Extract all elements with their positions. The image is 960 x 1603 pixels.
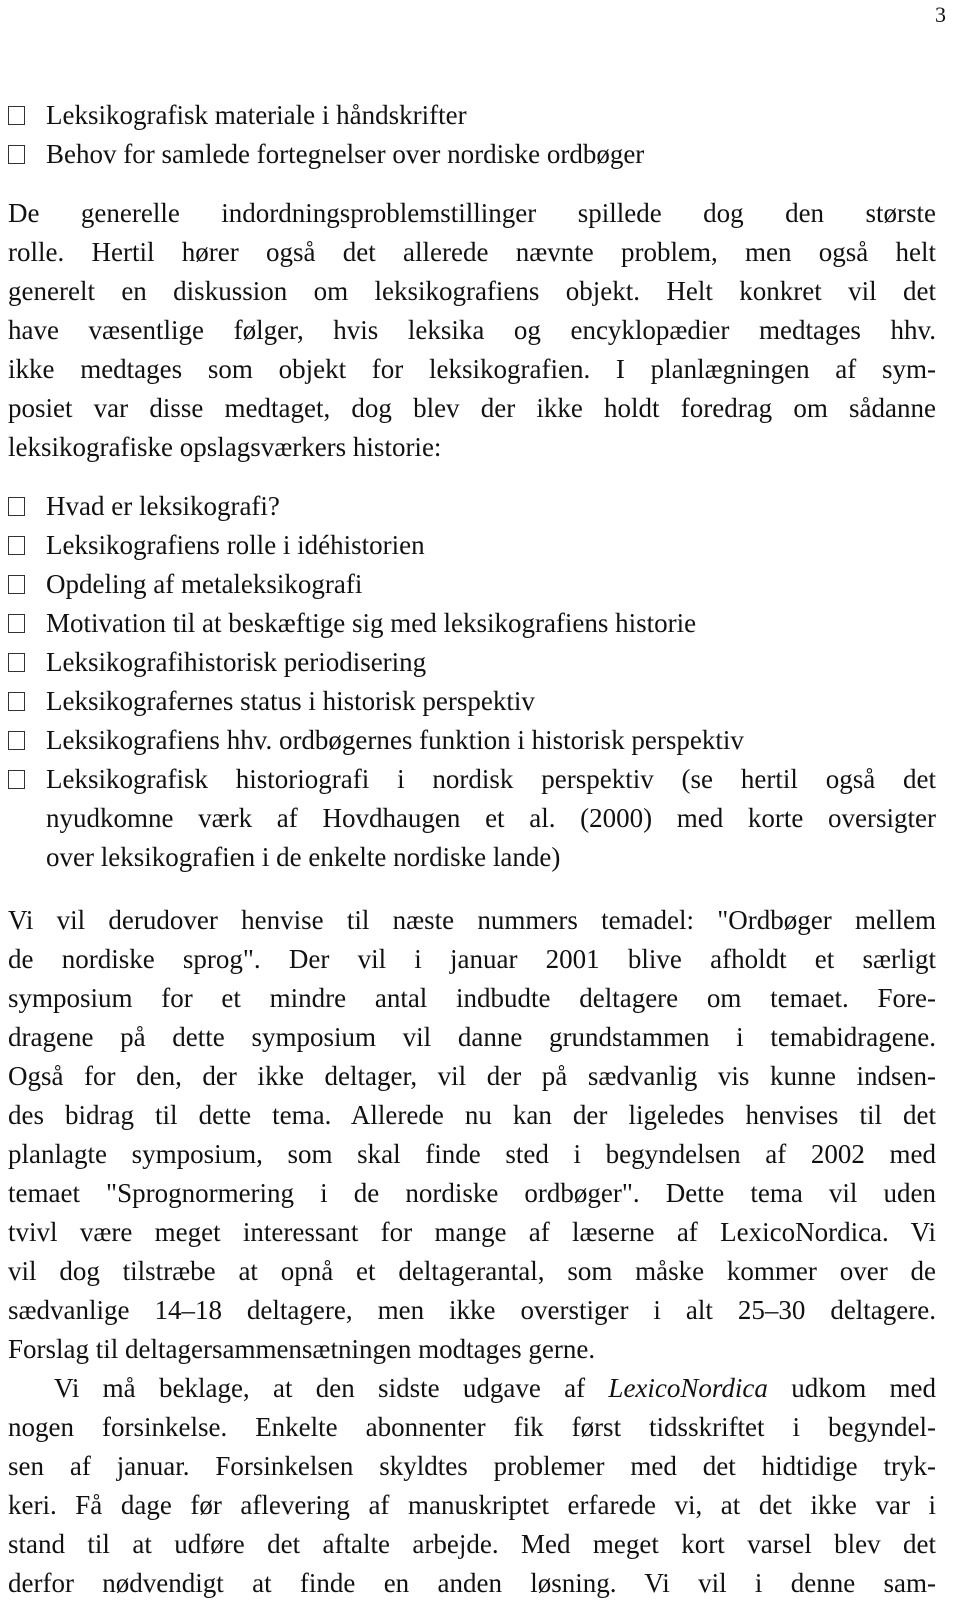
list-item xyxy=(8,135,936,174)
bullet-box-icon xyxy=(8,497,25,516)
text-line: Også for den, der ikke deltager, vil der på sædvanlig vis kunne indsen- xyxy=(8,1061,936,1091)
document-body xyxy=(8,96,936,1603)
text-line: nyudkomne værk af Hovdhaugen et al. (2000) med korte oversigter xyxy=(46,803,936,833)
bullet-box-icon xyxy=(8,731,25,750)
text-fragment: Vi må beklage, at den sidste udgave af xyxy=(54,1373,609,1403)
bullet-box-icon xyxy=(8,106,25,125)
journal-title: LexicoNordica xyxy=(608,1373,768,1403)
list-item xyxy=(8,760,936,877)
text-line: planlagte symposium, som skal finde sted i begyndelsen af 2002 med xyxy=(8,1139,936,1169)
list-item xyxy=(8,565,936,604)
bullet-list-1 xyxy=(8,96,936,174)
text-line: Forslag til deltagersammensætningen modtages gerne. xyxy=(8,1334,596,1364)
text-line: have væsentlige følger, hvis leksika og encyklopædier medtages hhv. xyxy=(8,315,936,345)
list-item-text: Leksikografihistorisk periodisering xyxy=(46,647,427,677)
text-line: de nordiske sprog". Der vil i januar 2001 blive afholdt et særligt xyxy=(8,944,936,974)
text-line: generelt en diskussion om leksikografiens objekt. Helt konkret vil det xyxy=(8,276,936,306)
text-line: des bidrag til dette tema. Allerede nu kan der ligeledes henvises til det xyxy=(8,1100,936,1130)
list-item-text: Opdeling af metaleksikografi xyxy=(46,569,363,599)
text-line: symposium for et mindre antal indbudte deltagere om temaet. Fore- xyxy=(8,983,936,1013)
text-line: keri. Få dage før aflevering af manuskriptet erfarede vi, at det ikke var i xyxy=(8,1490,936,1520)
text-line: temaet "Sprognormering i de nordiske ordbøger". Dette tema vil uden xyxy=(8,1178,936,1208)
bullet-box-icon xyxy=(8,770,25,789)
text-line: derfor nødvendigt at finde en anden løsning. Vi vil i denne sam- xyxy=(8,1568,936,1598)
page-number: 3 xyxy=(935,2,946,27)
paragraph-1 xyxy=(8,194,936,467)
text-fragment: udkom med xyxy=(767,1373,936,1403)
list-item xyxy=(8,487,936,526)
text-line: sen af januar. Forsinkelsen skyldtes problemer med det hidtidige tryk- xyxy=(8,1451,936,1481)
list-item-text: Hvad er leksikografi? xyxy=(46,491,280,521)
paragraph-2 xyxy=(8,901,936,1369)
text-line: over leksikografien i de enkelte nordiske lande) xyxy=(46,842,561,872)
paragraph-3 xyxy=(8,1369,936,1603)
bullet-box-icon xyxy=(8,575,25,594)
list-item-text: Leksikografisk materiale i håndskrifter xyxy=(46,100,467,130)
text-line: vil dog tilstræbe at opnå et deltagerantal, som måske kommer over de xyxy=(8,1256,936,1286)
list-item xyxy=(8,526,936,565)
list-item-text: Behov for samlede fortegnelser over nordiske ordbøger xyxy=(46,139,645,169)
text-line: stand til at udføre det aftalte arbejde. Med meget kort varsel blev det xyxy=(8,1529,936,1559)
text-line: Leksikografisk historiografi i nordisk perspektiv (se hertil også det xyxy=(46,764,936,794)
list-item-text: Leksikografernes status i historisk perspektiv xyxy=(46,686,535,716)
text-line: dragene på dette symposium vil danne grundstammen i temabidragene. xyxy=(8,1022,936,1052)
list-item-text: Leksikografiens hhv. ordbøgernes funktion i historisk perspektiv xyxy=(46,725,744,755)
text-line xyxy=(8,1369,936,1408)
bullet-box-icon xyxy=(8,145,25,164)
bullet-list-2 xyxy=(8,487,936,877)
list-item xyxy=(8,604,936,643)
text-line: sædvanlige 14–18 deltagere, men ikke overstiger i alt 25–30 deltagere. xyxy=(8,1295,936,1325)
text-line: posiet var disse medtaget, dog blev der ikke holdt foredrag om sådanne xyxy=(8,393,936,423)
text-line: De generelle indordningsproblemstillinger spillede dog den største xyxy=(8,198,936,228)
list-item-text: Leksikografiens rolle i idéhistorien xyxy=(46,530,425,560)
text-line: rolle. Hertil hører også det allerede nævnte problem, men også helt xyxy=(8,237,936,267)
list-item xyxy=(8,682,936,721)
text-line: leksikografiske opslagsværkers historie: xyxy=(8,432,442,462)
bullet-box-icon xyxy=(8,653,25,672)
text-line: nogen forsinkelse. Enkelte abonnenter fik først tidsskriftet i begyndel- xyxy=(8,1412,936,1442)
list-item xyxy=(8,96,936,135)
list-item xyxy=(8,721,936,760)
list-item-text: Motivation til at beskæftige sig med leksikografiens historie xyxy=(46,608,697,638)
text-line: tvivl være meget interessant for mange af læserne af LexicoNordica. Vi xyxy=(8,1217,936,1247)
bullet-box-icon xyxy=(8,614,25,633)
list-item xyxy=(8,643,936,682)
bullet-box-icon xyxy=(8,692,25,711)
text-line: Vi vil derudover henvise til næste nummers temadel: "Ordbøger mellem xyxy=(8,905,936,935)
text-line: ikke medtages som objekt for leksikografien. I planlægningen af sym- xyxy=(8,354,936,384)
bullet-box-icon xyxy=(8,536,25,555)
